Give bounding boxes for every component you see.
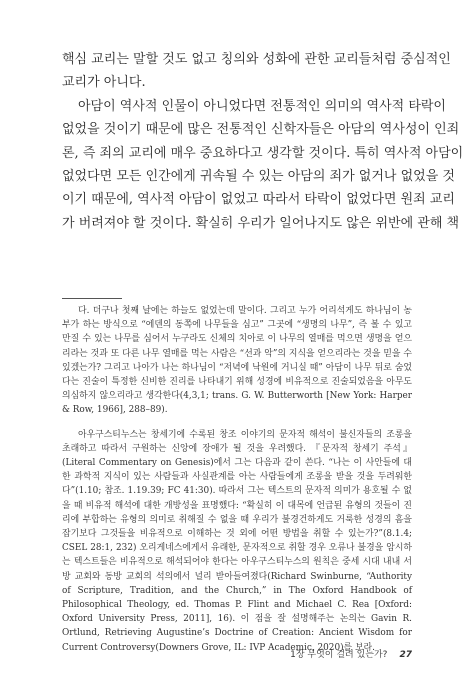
chapter-title: 1장 무엇이 걸려 있는가? <box>290 650 388 660</box>
body-text <box>62 48 464 235</box>
page-number: 27 <box>399 650 412 660</box>
body-line: 론, 즉 죄의 교리에 매우 중요하다고 생각할 것이다. 특히 역사적 아담이 <box>62 145 464 161</box>
body-line: 없었다면 모든 인간에게 귀속될 수 있는 아담의 죄가 없거나 없었을 것 <box>62 168 455 184</box>
body-line: 핵심 교리는 말할 것도 없고 칭의와 성화에 관한 교리들처럼 중심적인 <box>62 52 451 67</box>
body-line: 없었을 것이기 때문에 많은 전통적인 신학자들은 아담의 역사성이 인죄 <box>62 122 460 138</box>
footnote: 아우구스티누스는 창세기에 수록된 창조 이야기의 문자적 해석이 불신자들의 조롱을 초래하고 따라서 구원하는 신앙에 장애가 될 것을 우려했다. 『문자적 창세기 주석』(Literal Commentary on Genesis)에서 그는 다음과 같이 쓴다. “나는 이 사안들에 대한 과학적 지식이 있는 사람들과 사실관계를 아는 사람들에게 조롱을 받을 것을 두려워한다”(1.10; 참조. 1.19.39; FC 41:30). 따라서 그는 텍스트의 문자적 의미가 용호될 수 없을 때 비유적 해석에 대한 개방성을 표명했다: “확실히 이 대목에 언급된 유형의 것들이 진리에 부합하는 유형의 의미로 취해질 수 없을 때 우리가 불경건하게도 거룩한 성경의 흠을 잡기보다 그것들을 비유적으로 이해하는 것 외에 어떤 방법을 취할 수 있는가?”(8.1.4; CSEL 28:1, 232) 오리게네스에게서 유래한, 문자적으로 취할 경우 오류나 불경을 암시하는 텍스트들은 비유적으로 해석되어야 한다는 아우구스티누스의 원칙은 중세 시대 내내 서방 교회와 동방 교회의 석의에서 널리 받아들여졌다(Richard Swinburne, “Authority of Scripture, Tradition, and the Church,” in The Oxford Handbook of Philosophical Theology, ed. Thomas P. Flint and Michael C. Rea [Oxford: Oxford University Press, 2011], 16). 이 점을 잘 설명해주는 논의는 Gavin R. Ortlund, Retrieving Augustine’s Doctrine of Creation: Ancient Wisdom for Current Controversy(Downers Grove, IL: IVP Academic, 2020)를 보라. <box>62 429 412 653</box>
footnote-separator <box>62 298 122 299</box>
body-line: 가 버려져야 할 것이다. 확실히 우리가 일어나지도 않은 위반에 관해 책 <box>62 215 460 231</box>
body-line: 이기 때문에, 역사적 아담이 없었고 따라서 타락이 없었다면 원죄 교리 <box>62 192 455 208</box>
running-footer <box>290 647 412 660</box>
body-line: 교리가 아니다. <box>62 75 146 91</box>
footnotes <box>62 304 412 655</box>
body-line: 아담이 역사적 인물이 아니었다면 전통적인 의미의 역사적 타락이 <box>78 98 446 114</box>
footnote-continuation: 다. 더구나 첫째 날에는 하늘도 없었는데 말이다. 그리고 누가 어리석게도 하나님이 농부가 하는 방식으로 “에덴의 동쪽에 나무들을 심고” 그곳에 “생명의 나무”, 즉 볼 수 있고 만질 수 있는 나무를 심어서 누구라도 신체의 치아로 이 나무의 열매를 먹으면 생명을 얻으리라는 것과 또 다른 나무 열매를 먹는 사람은 “선과 악”의 지식을 얻으리라는 것을 믿을 수 있겠는가? 그리고 나아가 나는 하나님이 “저녁에 낙원에 거니실 때” 아담이 나무 뒤로 숨었다는 진술이 특정한 신비한 진리를 나타내기 위해 성경에 비유적으로 진술되었음을 아무도 의심하지 않으리라고 생각한다(4,3,1; trans. G. W. Butterworth [New York: Harper & Row, 1966], 288–89). <box>62 306 412 416</box>
